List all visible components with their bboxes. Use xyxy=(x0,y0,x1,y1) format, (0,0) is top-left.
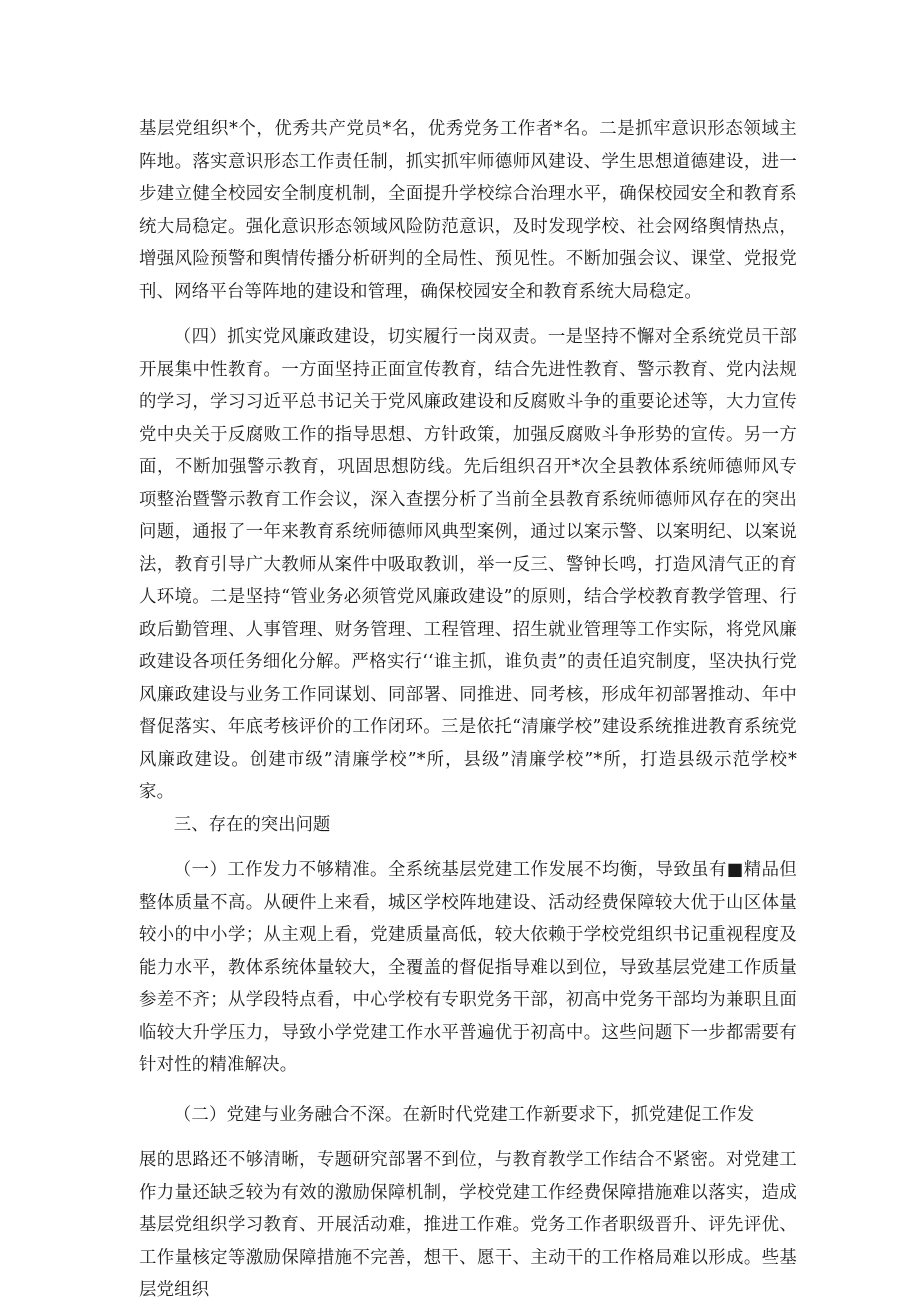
section-heading-problems: 三、存在的突出问题 xyxy=(173,814,331,835)
paragraph-problem-two-continued: 展的思路还不够清晰，专题研究部署不到位，与教育教学工作结合不紧密。对党建工作力量还缺乏较为有效的激励保障机制，学校党建工作经费保障措施难以落实，造成基层党组织学习教育、开展活动难，推进工作难。党务工作者职级晋升、评先评优、工作量核定等激励保障措施不完善，想干、愿干、主动干的工作格局难以形成。些基层党组织 xyxy=(139,1150,797,1300)
document-body xyxy=(139,113,797,1307)
paragraph-party-conduct: （四）抓实党风廉政建设，切实履行一岗双责。一是坚持不懈对全系统党员干部开展集中性教育。一方面坚持正面宣传教育，结合先进性教育、警示教育、党内法规的学习，学习习近平总书记关于党风廉政建设和反腐败斗争的重要论述等，大力宣传党中央关于反腐败工作的指导思想、方针政策，加强反腐败斗争形势的宣传。另一方面，不断加强警示教育，巩固思想防线。先后组织召开*次全县教体系统师德师风专项整治暨警示教育工作会议，深入查摆分析了当前全县教育系统师德师风存在的突出问题，通报了一年来教育系统师德师风典型案例，通过以案示警、以案明纪、以案说法，教育引导广大教师从案件中吸取教训，举一反三、警钟长鸣，打造风清气正的育人环境。二是坚持“管业务必须管党风廉政建设”的原则，结合学校教育教学管理、行政后勤管理、人事管理、财务管理、工程管理、招生就业管理等工作实际，将党风廉政建设各项任务细化分解。严格实行‘‘谁主抓，谁负责”的责任追究制度，坚决执行党风廉政建设与业务工作同谋划、同部署、同推进、同考核，形成年初部署推动、年中督促落实、年底考核评价的工作闭环。三是依托“清廉学校”建设系统推进教育系统党风廉政建设。创建市级”清廉学校”*所，县级”清廉学校”*所，打造县级示范学校*家。 xyxy=(139,327,797,802)
paragraph-problem-two-first-line: （二）党建与业务融合不深。在新时代党建工作新要求下，抓党建促工作发 xyxy=(173,1104,755,1125)
paragraph-problem-one: （一）工作发力不够精准。全系统基层党建工作发展不均衡，导致虽有■精品但整体质量不高。从硬件上来看，城区学校阵地建设、活动经费保障较大优于山区体量较小的中小学；从主观上看，党建质量高低，较大依赖于学校党组织书记重视程度及能力水平，教体系统体量较大，全覆盖的督促指导难以到位，导致基层党建工作质量参差不齐；从学段特点看，中心学校有专职党务干部，初高中党务干部均为兼职且面临较大升学压力，导致小学党建工作水平普遍优于初高中。这些问题下一步都需要有针对性的精准解决。 xyxy=(139,860,797,1075)
paragraph-ideology-front: 基层党组织*个，优秀共产党员*名，优秀党务工作者*名。二是抓牢意识形态领域主阵地。落实意识形态工作责任制，抓实抓牢师德师风建设、学生思想道德建设，进一步建立健全校园安全制度机制，全面提升学校综合治理水平，确保校园安全和教育系统大局稳定。强化意识形态领域风险防范意识，及时发现学校、社会网络舆情热点，增强风险预警和舆情传播分析研判的全局性、预见性。不断加强会议、课堂、党报党刊、网络平台等阵地的建设和管理，确保校园安全和教育系统大局稳定。 xyxy=(139,119,797,302)
